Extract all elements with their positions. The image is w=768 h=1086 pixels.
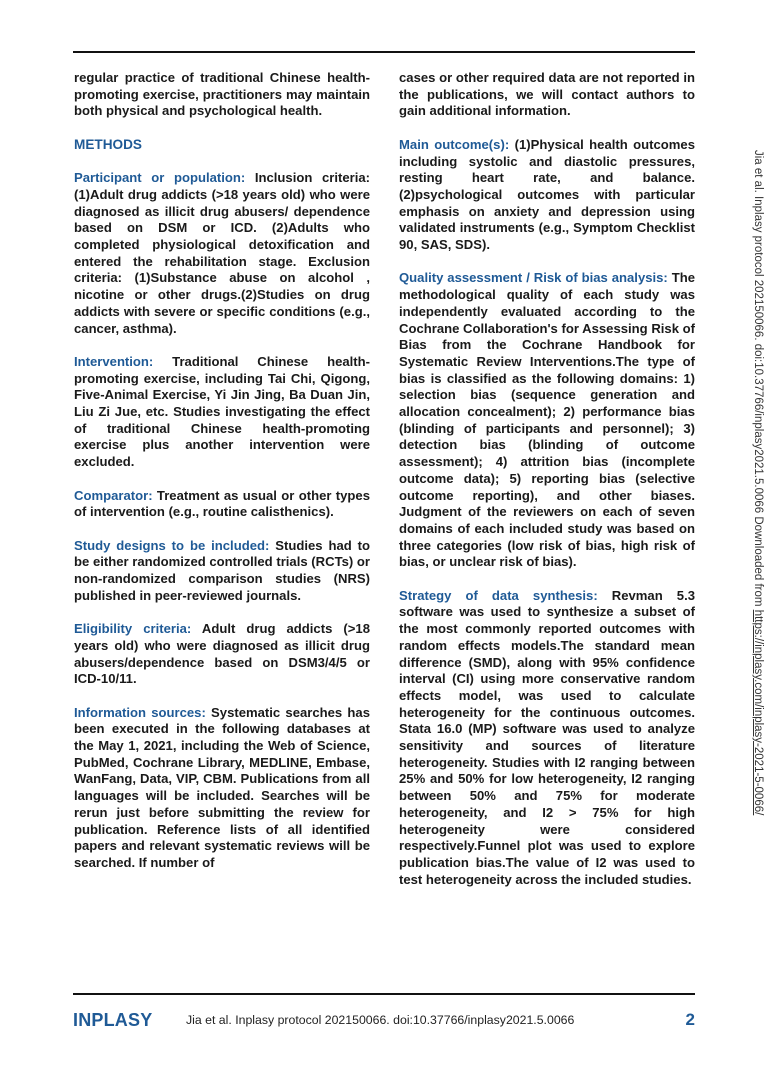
comparator-body: Treatment as usual or other types of intervention (e.g., routine calisthenics). [74,487,370,520]
data-synthesis-section [399,588,695,889]
footer-citation: Jia et al. Inplasy protocol 202150066. doi:10.37766/inplasy2021.5.0066 [186,1013,575,1027]
data-synthesis-body: Revman 5.3 software was used to synthesize a subset of the most commonly reported outcomes with random effects models.The standard mean difference (SMD), along with 95% confidence interval (CI) using more conservative random effects model, was used to calculate heterogeneity for the continuous outcomes. Stata 16.0 (MP) software was used to analyze sensitivity and sources of literature heterogeneity. Studies with I2 ranging between 25% and 50% for low heterogeneity, I2 ranging between 50% and 75% for moderate heterogeneity, and I2 > 75% for high heterogeneity were considered respectively.Funnel plot was used to explore publication bias.The value of I2 was used to test heterogeneity across the included studies. [399,587,695,887]
download-link[interactable]: https://inplasy.com/inplasy-2021-5-0066/ [752,609,764,816]
eligibility-section [74,621,370,688]
main-outcomes-body: (1)Physical health outcomes including systolic and diastolic pressures, resting heart rate, and balance. (2)psychological outcomes with particular emphasis on anxiety and depression using validated instruments (e.g., Symptom Checklist 90, SAS, SDS). [399,136,695,253]
study-designs-section [74,538,370,605]
quality-assessment-section [399,270,695,571]
participant-heading: Participant or population: [74,170,246,186]
information-sources-body: Systematic searches has been executed in the following databases at the May 1, 2021, including the Web of Science, PubMed, Cochrane Library, MEDLINE, Embase, WanFang, Data, VIP, CBM. Publications from all languages will be included. Searches will be rerun just before submitting the review for publication. Reference lists of all identified papers and relevant systematic reviews will be searched. If number of [74,704,370,870]
participant-body: Inclusion criteria: (1)Adult drug addicts (>18 years old) who were diagnosed as illicit drug abusers/ dependence based on DSM or ICD. (2)Adults who completed physiological detoxification and entered the rehabilitation stage. Exclusion criteria: (1)Substance abuse on alcohol , nicotine or other drugs.(2)Studies on drug addicts with severe or specific conditions (e.g., cancer, asthma). [74,170,370,336]
eligibility-heading: Eligibility criteria: [74,621,192,637]
methods-section-title: METHODS [74,136,142,152]
main-outcomes-heading: Main outcome(s): [399,136,510,152]
continuation-paragraph: cases or other required data are not reported in the publications, we will contact authors to gain additional information. [399,70,695,119]
information-sources-section [74,705,370,872]
left-column [74,70,370,888]
comparator-heading: Comparator: [74,487,153,503]
side-citation-text: Jia et al. Inplasy protocol 202150066. doi:10.37766/inplasy2021.5.0066 Downloaded from [752,150,764,610]
page-footer [73,1008,695,1038]
data-synthesis-heading: Strategy of data synthesis: [399,587,598,603]
right-column [399,70,695,905]
main-outcomes-section [399,137,695,254]
intervention-section [74,354,370,471]
intervention-heading: Intervention: [74,353,154,369]
information-sources-heading: Information sources: [74,704,206,720]
quality-assessment-body: The methodological quality of each study was independently evaluated according to the Cochrane Collaboration's for Assessing Risk of Bias from the Cochrane Handbook for Systematic Review Interventions.The type of bias is classified as the following domains: 1) selection bias (sequence generation and allocation concealment); 2) performance bias (blinding of participants and personnel); 3) detection bias (blinding of outcome assessment); 4) attrition bias (incomplete outcome data); 5) reporting bias (selective outcome reporting), and other biases. Judgment of the reviewers on each of seven domains of each included study was based on three categories (low risk of bias, high risk of bias, or unclear risk of bias). [399,270,695,570]
quality-assessment-heading: Quality assessment / Risk of bias analysis: [399,270,668,286]
side-margin-citation [748,150,764,910]
footer-brand-logo: INPLASY [73,1010,153,1030]
study-designs-heading: Study designs to be included: [74,537,270,553]
intervention-body: Traditional Chinese health-promoting exercise, including Tai Chi, Qigong, Five-Animal Exercise, Yi Jin Jing, Ba Duan Jin, Liu Zi Jue, etc. Studies investigating the effect of traditional Chinese health-promoting exercise plus another intervention were excluded. [74,353,370,470]
study-designs-body: Studies had to be either randomized controlled trials (RCTs) or non-randomized comparison studies (NRS) published in peer-reviewed journals. [74,537,371,603]
bottom-rule [73,993,695,995]
eligibility-body: Adult drug addicts (>18 years old) who were diagnosed as illicit drug abusers/dependence based on DSM3/4/5 or ICD-10/11. [74,621,370,687]
intro-paragraph: regular practice of traditional Chinese health-promoting exercise, practitioners may maintain both physical and psychological health. [74,70,370,119]
comparator-section [74,488,370,521]
participant-section [74,170,370,337]
top-rule [73,51,695,53]
page-number: 2 [685,1010,695,1029]
